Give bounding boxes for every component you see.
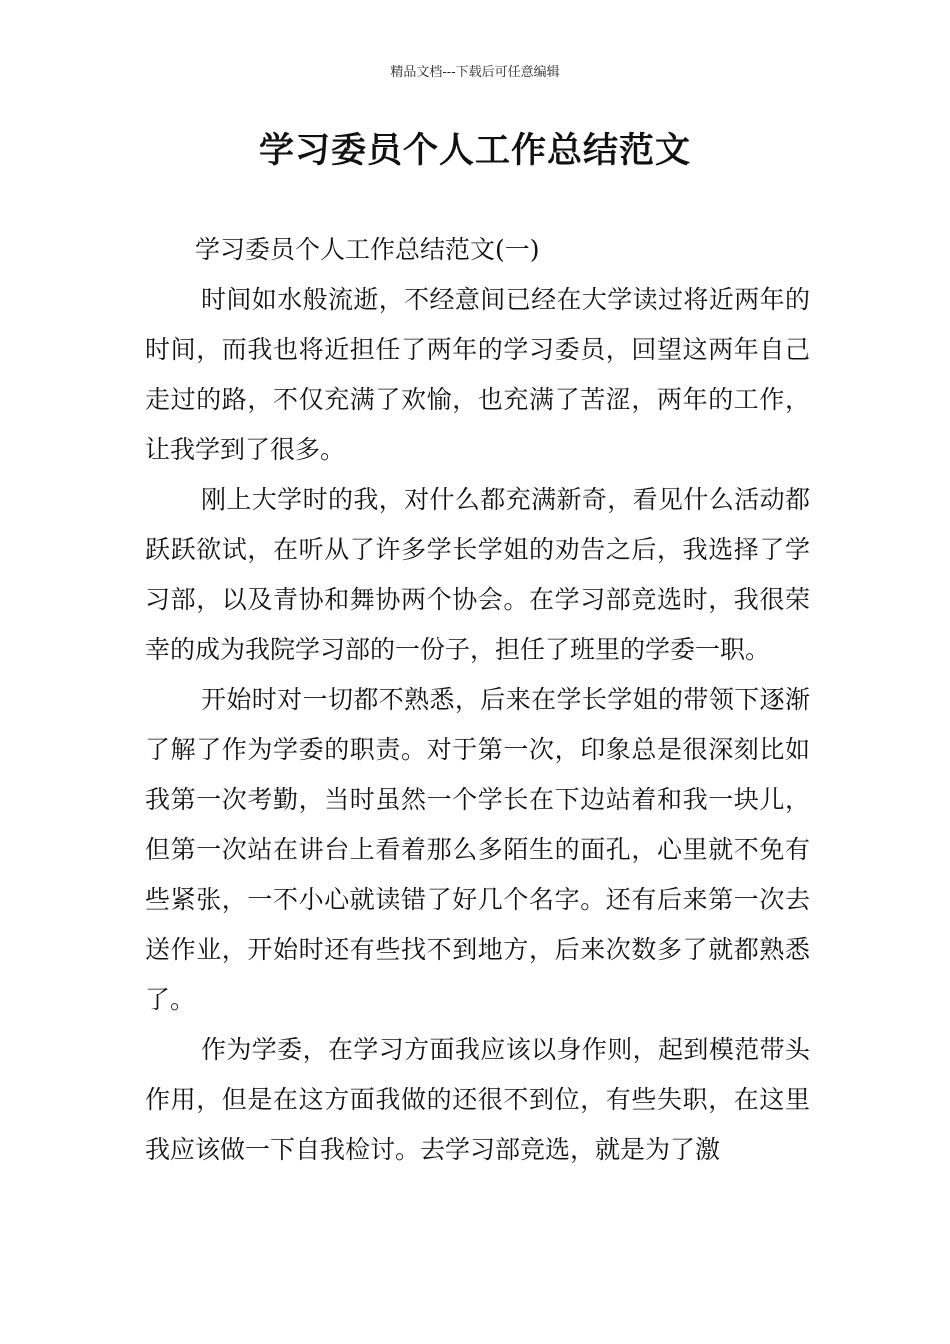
page-header: 精品文档---下载后可任意编辑 [390, 65, 560, 80]
section-heading: 学习委员个人工作总结范文(一) [195, 235, 540, 264]
document-body [145, 225, 810, 1175]
paragraph-3: 开始时对一切都不熟悉，后来在学长学姐的带领下逐渐了解了作为学委的职责。对于第一次，印象总是很深刻比如我第一次考勤，当时虽然一个学长在下边站着和我一块儿，但第一次站在讲台上看着那么多陌生的面孔，心里就不免有些紧张，一不小心就读错了好几个名字。还有后来第一次去送作业，开始时还有些找不到地方，后来次数多了就都熟悉了。 [145, 685, 810, 1014]
paragraph-1: 时间如水般流逝，不经意间已经在大学读过将近两年的时间，而我也将近担任了两年的学习委员，回望这两年自己走过的路，不仅充满了欢愉，也充满了苦涩，两年的工作，让我学到了很多。 [145, 285, 810, 464]
document-title: 学习委员个人工作总结范文 [258, 130, 691, 171]
paragraph-2: 刚上大学时的我，对什么都充满新奇，看见什么活动都跃跃欲试，在听从了许多学长学姐的劝告之后，我选择了学习部，以及青协和舞协两个协会。在学习部竞选时，我很荣幸的成为我院学习部的一份子，担任了班里的学委一职。 [145, 485, 810, 664]
paragraph-4: 作为学委，在学习方面我应该以身作则，起到模范带头作用，但是在这方面我做的还很不到位，有些失职，在这里我应该做一下自我检讨。去学习部竞选，就是为了激 [145, 1035, 810, 1164]
